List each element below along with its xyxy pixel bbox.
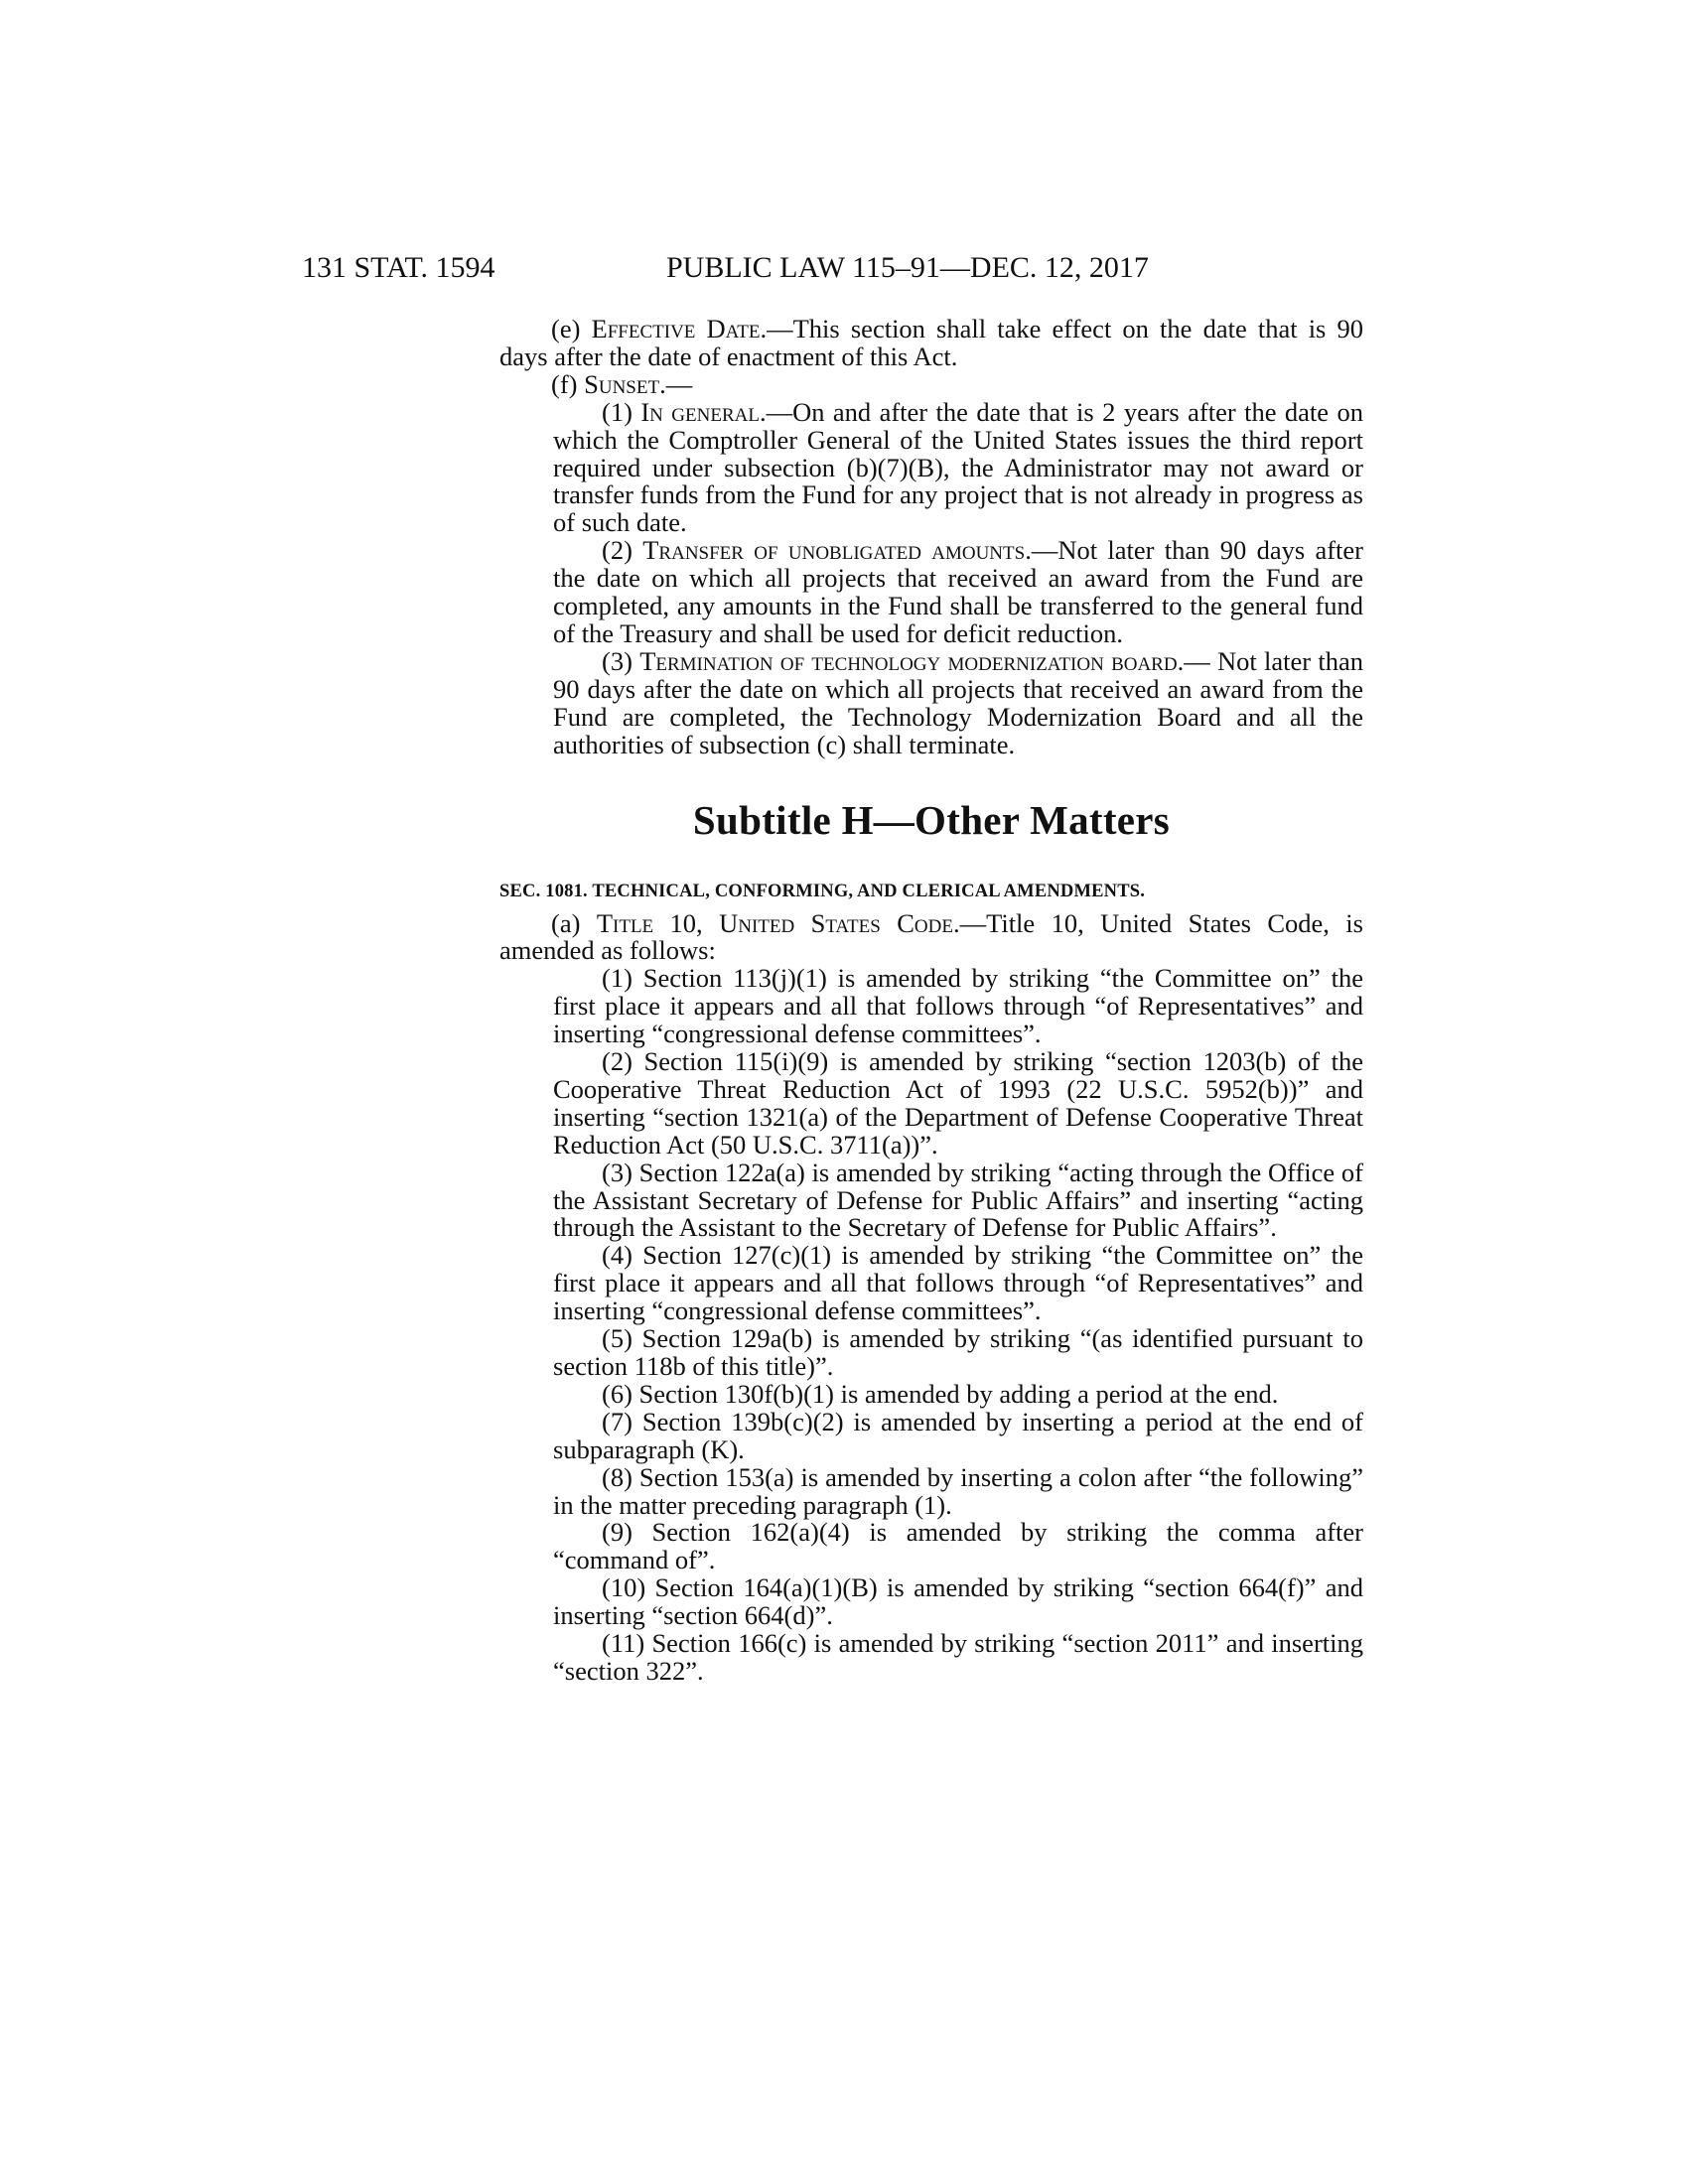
section-heading: SEC. 1081. TECHNICAL, CONFORMING, AND CLERICAL AMENDMENTS. [499, 881, 1146, 901]
subtitle-heading: Subtitle H—Other Matters [692, 796, 1171, 843]
paragraph-label: (3) [602, 645, 640, 676]
paragraph-text: .— Not later than 90 days after the date on which all projects that received an award from the Fund are completed, the Technology Modernization Board and all the authorities of subsection (c) shall terminate. [553, 645, 1364, 759]
paragraph-termination-board [553, 645, 1364, 759]
subsection-effective-date [499, 316, 1363, 371]
amendment-item: (11) Section 166(c) is amended by striking “section 2011” and inserting “section 322”. [553, 1628, 1363, 1686]
amendment-item: (2) Section 115(i)(9) is amended by striking “section 1203(b) of the Cooperative Threat Reduction Act of 1993 (22 U.S.C. 5952(b))” and inserting “section 1321(a) of the Department of Defense Cooperative Threat Reduction Act (50 U.S.C. 3711(a))”. [553, 1046, 1363, 1160]
amendment-item: (4) Section 127(c)(1) is amended by striking “the Committee on” the first place it appears and all that follows through “of Representatives” and inserting “congressional defense committees”. [553, 1240, 1363, 1326]
paragraph-heading: In general [640, 396, 760, 427]
subsection-dash: .— [659, 368, 693, 399]
amendment-item: (3) Section 122a(a) is amended by striking “acting through the Office of the Assistant Secretary of Defense for Public Affairs” and inserting “acting through the Assistant to the Secretary of Defense for Public Affairs”. [553, 1157, 1363, 1243]
paragraph-text: .—Not later than 90 days after the date on which all projects that received an award from the Fund are completed, any amounts in the Fund shall be transferred to the general fund of the Treasury and shall be used for deficit reduction. [553, 535, 1364, 648]
running-title: PUBLIC LAW 115–91—DEC. 12, 2017 [666, 251, 1149, 284]
paragraph-label: (1) [602, 396, 641, 427]
page-header [302, 248, 1374, 288]
amendment-item: (8) Section 153(a) is amended by inserting a colon after “the following” in the matter preceding paragraph (1). [553, 1461, 1363, 1520]
amendment-item: (7) Section 139b(c)(2) is amended by inserting a period at the end of subparagraph (K). [553, 1406, 1363, 1464]
amendment-item: (5) Section 129a(b) is amended by striking “(as identified pursuant to section 118b of this title)”. [553, 1323, 1363, 1381]
subsection-sunset [499, 368, 1363, 399]
paragraph-text: .—On and after the date that is 2 years after the date on which the Comptroller General of the United States issues the third report required under subsection (b)(7)(B), the Administrator may not award or transfer funds from the Fund for any project that is not already in progress as of such date. [553, 396, 1363, 538]
paragraph-heading: Transfer of unobligated amounts [642, 535, 1026, 566]
subsection-text: .—Title 10, United States Code, is amended as follows: [499, 907, 1363, 966]
subsection-heading: Effective Date [591, 314, 761, 343]
paragraph-heading: Termination of technology modernization board [639, 645, 1178, 676]
subsection-label: (f) [551, 368, 585, 399]
subsection-label: (a) [551, 907, 597, 938]
amendment-item: (1) Section 113(j)(1) is amended by striking “the Committee on” the first place it appears and all that follows through “of Representatives” and inserting “congressional defense committees”. [553, 963, 1363, 1049]
statute-page-number: 131 STAT. 1594 [302, 251, 495, 284]
subsection-heading: Title 10, United States Code [596, 907, 953, 938]
paragraph-transfer-unobligated [553, 537, 1363, 648]
subsection-title-10 [499, 907, 1363, 966]
subsection-text: .—This section shall take effect on the date that is 90 days after the date of enactment of this Act. [499, 314, 1363, 371]
paragraph-label: (2) [602, 535, 643, 566]
subsection-heading: Sunset [584, 368, 660, 399]
amendment-item: (9) Section 162(a)(4) is amended by striking the comma after “command of”. [553, 1517, 1363, 1575]
amendment-item: (6) Section 130f(b)(1) is amended by adding a period at the end. [602, 1378, 1279, 1409]
subsection-label: (e) [551, 314, 592, 343]
paragraph-in-general [553, 396, 1363, 538]
document-body [499, 316, 1363, 1686]
amendment-item: (10) Section 164(a)(1)(B) is amended by striking “section 664(f)” and inserting “section 664(d)”. [553, 1572, 1363, 1631]
